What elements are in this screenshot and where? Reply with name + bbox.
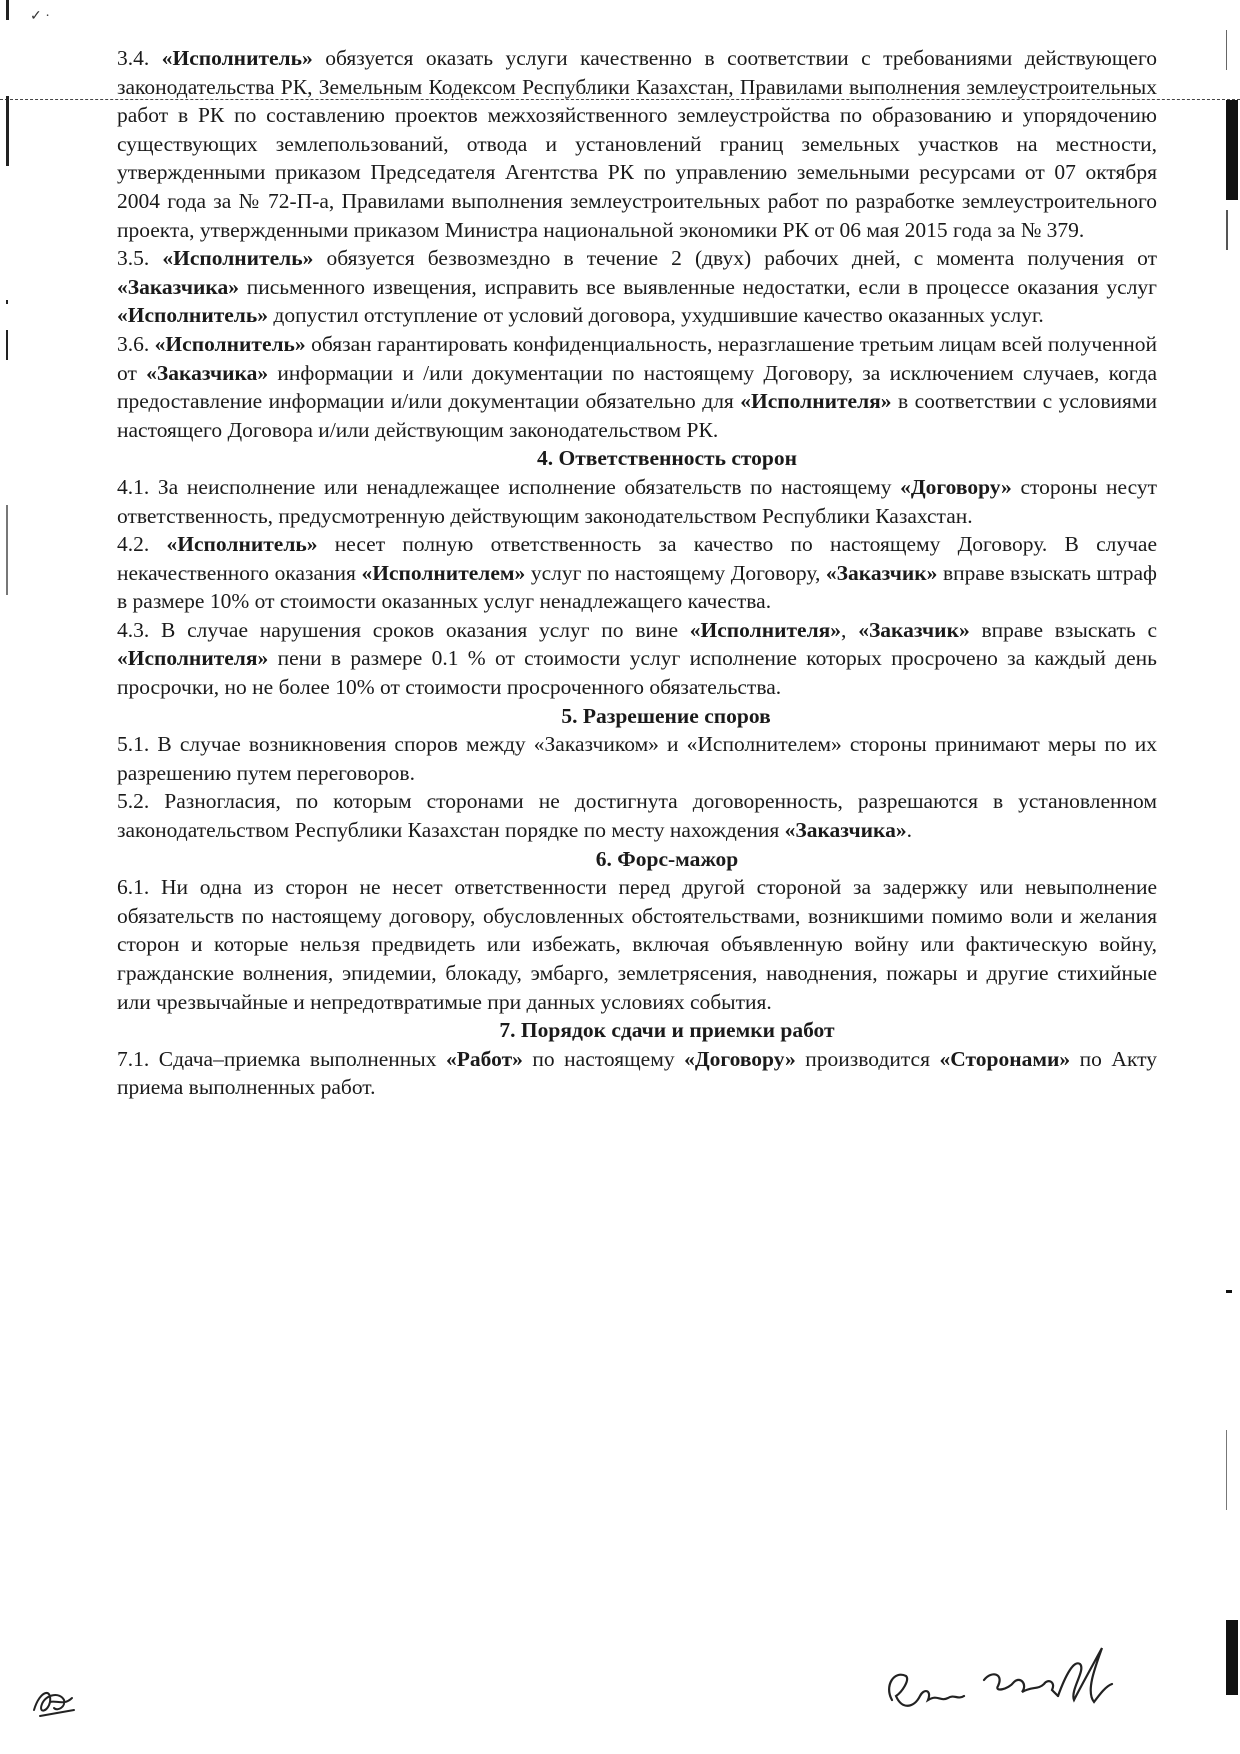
clause-text: обязан гарантировать конфиденциальность, неразглашение третьим лицам всей полученной от [117, 331, 1158, 385]
party-term: «Исполнитель» [161, 46, 313, 70]
clause-4-1 [117, 473, 1157, 530]
clause-text: по настоящему [522, 1046, 685, 1071]
party-term: «Исполнитель» [154, 331, 306, 356]
clause-number: 3.5. [117, 246, 150, 271]
clause-text: 5.2. Разногласия, по которым сторонами не достигнута договоренность, разрешаются в установленном законодательством Республики Казахстан порядке по месту нахождения [117, 789, 1157, 843]
initials-signature [30, 1680, 80, 1720]
clause-text: в соответствии с условиями настоящего Договора и/или действующим законодательством РК. [117, 389, 1157, 442]
section-heading-5: 5. Разрешение споров [561, 703, 771, 728]
party-term: «Исполнителя» [689, 617, 842, 642]
clause-text: письменного извещения, исправить все выявленные недостатки, если в процессе оказания услуг [238, 274, 1157, 299]
party-term: «Договору» [684, 1046, 796, 1071]
clause-text: услуг по настоящему Договору, [525, 560, 826, 585]
party-term: «Исполнитель» [166, 532, 318, 557]
section-heading-7: 7. Порядок сдачи и приемки работ [499, 1018, 835, 1043]
clause-number: 3.6. [117, 331, 150, 356]
clause-4-3 [117, 616, 1157, 702]
clause-4-2 [117, 530, 1157, 616]
section-heading-6: 6. Форс-мажор [595, 846, 739, 871]
clause-5-2 [117, 787, 1157, 844]
party-term: «Исполнитель» [117, 303, 268, 328]
party-term: «Заказчика» [146, 360, 269, 385]
scan-speck: ✓ · [30, 9, 50, 24]
clause-text: допустил отступление от условий договора, ухудшившие качество оказанных услуг. [268, 303, 1044, 328]
clause-6-1: 6.1. Ни одна из сторон не несет ответственности перед другой стороной за задержку или невыполнение обязательств по настоящему договору, обусловленных обстоятельствами, возникшими помимо воли и желания сторон и которые нельзя предвидеть или избежать, включая объявленную войну или фактическую войну, гражданские волнения, эпидемии, блокаду, эмбарго, землетрясения, наводнения, пожары и другие стихийные или чрезвычайные и непредотвратимые при данных условиях события. [117, 875, 1157, 1014]
clause-3-5 [117, 244, 1157, 330]
clause-text: стороны несут ответственность, предусмотренную действующим законодательством Республики Казахстан. [117, 474, 1157, 528]
scan-left-edge [6, 0, 9, 600]
party-term: «Заказчика» [117, 274, 239, 299]
clause-5-1: 5.1. В случае возникновения споров между «Заказчиком» и «Исполнителем» стороны принимают меры по их разрешению путем переговоров. [117, 732, 1157, 785]
section-heading-4: 4. Ответственность сторон [536, 446, 798, 471]
document-body [117, 44, 1157, 1102]
party-term: «Исполнителя» [740, 389, 892, 414]
party-term: «Договору» [900, 474, 1012, 499]
clause-3-4 [117, 44, 1157, 244]
party-term: «Исполнителя» [117, 646, 269, 671]
clause-text: несет полную ответственность за качество по настоящему Договору. В случае некачественного оказания [117, 532, 1158, 585]
scan-right-edge [1222, 0, 1240, 1754]
clause-text: обязуется оказать услуги качественно в соответствии с требованиями действующего законодательства РК, Земельным Кодексом Республики Казахстан, Правилами выполнения землеустроительных работ в РК по составлению проектов межхозяйственного землеустройства по образованию и упорядочению существующих землепользований, отвода и установлений границ земельных участков на местности, утвержденными приказом Председателя Агентства РК по управлению земельными ресурсами от 07 октября 2004 года за № 72-П-а, Правилами выполнения землеустроительных работ по разработке землеустроительного проекта, утвержденными приказом Министра национальной экономики РК от 06 мая 2015 года за № 379. [117, 46, 1157, 242]
clause-text: . [906, 818, 912, 843]
party-term: «Заказчика» [784, 818, 907, 843]
clause-7-1 [117, 1045, 1157, 1102]
party-term: «Заказчик» [858, 617, 970, 642]
party-term: «Заказчик» [825, 560, 938, 585]
clause-text: по Акту приема выполненных работ. [117, 1046, 1157, 1100]
clause-number: 3.4. [117, 46, 150, 70]
clause-text: информации и /или документации по настоящему Договору, за исключением случаев, когда предоставление информации и/или документации обязательно для [117, 360, 1157, 414]
clause-text: пени в размере 0.1 % от стоимости услуг исполнение которых просрочено за каждый день просрочки, но не более 10% от стоимости просроченного обязательства. [117, 646, 1157, 700]
clause-text: вправе взыскать штраф в размере 10% от стоимости оказанных услуг ненадлежащего качества. [117, 560, 1157, 614]
clause-text: 7.1. Сдача–приемка выполненных [117, 1046, 446, 1071]
clause-text: 4.3. В случае нарушения сроков оказания услуг по вине [117, 617, 690, 642]
clause-text: обязуется безвозмездно в течение 2 (двух) рабочих дней, с момента получения от [313, 246, 1157, 271]
party-term: «Сторонами» [939, 1046, 1071, 1071]
clause-text: , [841, 617, 859, 642]
clause-text: производится [795, 1046, 940, 1071]
clause-3-6 [117, 330, 1157, 444]
party-term: «Работ» [446, 1046, 523, 1071]
handwritten-signature [880, 1630, 1130, 1730]
clause-text: 4.1. За неисполнение или ненадлежащее исполнение обязательств по настоящему [117, 474, 901, 499]
clause-text: вправе взыскать с [969, 617, 1157, 642]
clause-number: 4.2. [117, 532, 150, 557]
party-term: «Исполнителем» [361, 560, 526, 585]
party-term: «Исполнитель» [162, 246, 314, 271]
